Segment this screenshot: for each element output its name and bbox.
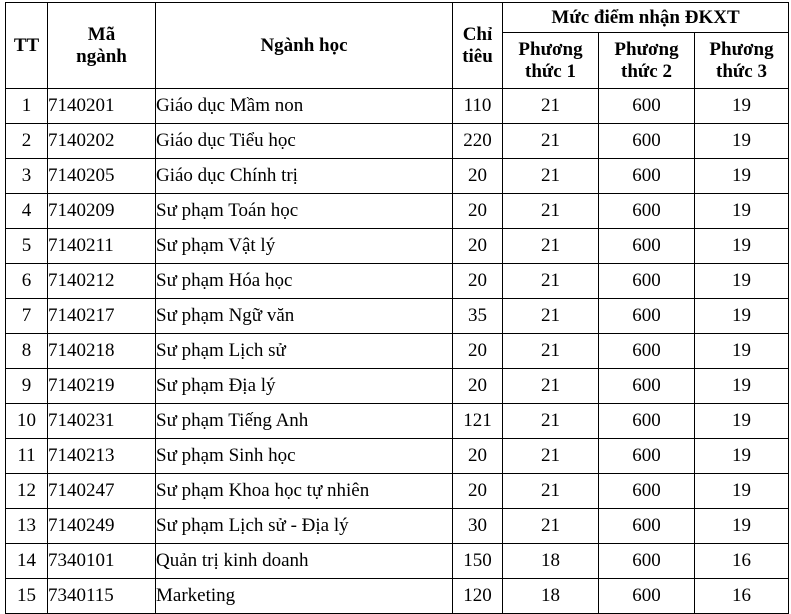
cell-method-3: 19 (695, 369, 789, 404)
header-major: Ngành học (156, 3, 453, 89)
cell-tt: 8 (6, 334, 48, 369)
cell-method-1: 21 (503, 194, 599, 229)
cell-major-name: Giáo dục Mầm non (156, 89, 453, 124)
cell-method-2: 600 (599, 579, 695, 614)
cell-method-2: 600 (599, 264, 695, 299)
cell-method-3: 19 (695, 404, 789, 439)
table-row (6, 579, 789, 614)
table-row (6, 159, 789, 194)
cell-major-name: Sư phạm Khoa học tự nhiên (156, 474, 453, 509)
cell-quota: 35 (453, 299, 503, 334)
cell-quota: 20 (453, 369, 503, 404)
cell-quota: 150 (453, 544, 503, 579)
header-method-2-line2: thức 2 (621, 60, 672, 82)
cell-tt: 2 (6, 124, 48, 159)
cell-major-code: 7140247 (48, 474, 156, 509)
cell-method-2: 600 (599, 404, 695, 439)
header-major-code-line1: Mã (87, 23, 116, 45)
cell-method-3: 19 (695, 439, 789, 474)
cell-method-3: 19 (695, 159, 789, 194)
cell-major-code: 7140209 (48, 194, 156, 229)
cell-method-1: 21 (503, 89, 599, 124)
cell-tt: 7 (6, 299, 48, 334)
header-method-3 (695, 33, 789, 89)
table-row (6, 369, 789, 404)
cell-method-2: 600 (599, 89, 695, 124)
cell-major-name: Sư phạm Sinh học (156, 439, 453, 474)
header-major-code-line2: ngành (76, 45, 127, 67)
cell-quota: 121 (453, 404, 503, 439)
cell-quota: 20 (453, 439, 503, 474)
cell-major-code: 7140202 (48, 124, 156, 159)
cell-major-code: 7140231 (48, 404, 156, 439)
header-method-1-line2: thức 1 (525, 60, 576, 82)
table-row (6, 439, 789, 474)
table-row (6, 299, 789, 334)
cell-method-2: 600 (599, 124, 695, 159)
cell-quota: 220 (453, 124, 503, 159)
cell-method-1: 21 (503, 299, 599, 334)
cell-method-2: 600 (599, 334, 695, 369)
cell-method-1: 21 (503, 124, 599, 159)
cell-method-1: 21 (503, 334, 599, 369)
table-row (6, 229, 789, 264)
header-score-group: Mức điểm nhận ĐKXT (503, 3, 789, 33)
table-row (6, 89, 789, 124)
cell-major-name: Sư phạm Lịch sử - Địa lý (156, 509, 453, 544)
table-row (6, 264, 789, 299)
header-method-3-line1: Phương (709, 38, 774, 60)
cell-method-1: 21 (503, 369, 599, 404)
cell-major-code: 7140201 (48, 89, 156, 124)
cell-major-name: Quản trị kinh doanh (156, 544, 453, 579)
cell-tt: 11 (6, 439, 48, 474)
table-row (6, 124, 789, 159)
admission-table (5, 2, 789, 614)
cell-quota: 20 (453, 194, 503, 229)
cell-quota: 20 (453, 159, 503, 194)
cell-quota: 30 (453, 509, 503, 544)
cell-method-3: 19 (695, 194, 789, 229)
table-row (6, 334, 789, 369)
cell-quota: 20 (453, 229, 503, 264)
cell-major-name: Sư phạm Ngữ văn (156, 299, 453, 334)
cell-major-name: Sư phạm Toán học (156, 194, 453, 229)
cell-tt: 9 (6, 369, 48, 404)
cell-method-2: 600 (599, 369, 695, 404)
cell-quota: 20 (453, 474, 503, 509)
cell-method-1: 21 (503, 159, 599, 194)
cell-major-name: Giáo dục Chính trị (156, 159, 453, 194)
cell-quota: 20 (453, 334, 503, 369)
cell-method-1: 18 (503, 544, 599, 579)
cell-major-code: 7140249 (48, 509, 156, 544)
cell-method-3: 19 (695, 264, 789, 299)
header-quota-line1: Chỉ (462, 23, 493, 45)
cell-tt: 14 (6, 544, 48, 579)
header-method-1-line1: Phương (518, 38, 583, 60)
cell-method-2: 600 (599, 439, 695, 474)
cell-method-1: 21 (503, 439, 599, 474)
cell-major-name: Sư phạm Địa lý (156, 369, 453, 404)
cell-method-3: 19 (695, 334, 789, 369)
header-method-1 (503, 33, 599, 89)
table-header (6, 3, 789, 89)
cell-major-code: 7140212 (48, 264, 156, 299)
cell-tt: 13 (6, 509, 48, 544)
cell-tt: 10 (6, 404, 48, 439)
header-quota-line2: tiêu (462, 45, 493, 67)
cell-tt: 4 (6, 194, 48, 229)
cell-major-code: 7140213 (48, 439, 156, 474)
cell-method-3: 19 (695, 124, 789, 159)
cell-method-3: 16 (695, 544, 789, 579)
table-row (6, 194, 789, 229)
cell-major-code: 7340115 (48, 579, 156, 614)
header-major-code (48, 3, 156, 89)
cell-method-3: 19 (695, 89, 789, 124)
table-row (6, 544, 789, 579)
cell-method-1: 21 (503, 509, 599, 544)
cell-major-name: Sư phạm Hóa học (156, 264, 453, 299)
cell-method-1: 18 (503, 579, 599, 614)
cell-method-3: 19 (695, 229, 789, 264)
cell-method-2: 600 (599, 299, 695, 334)
cell-major-code: 7140211 (48, 229, 156, 264)
cell-quota: 110 (453, 89, 503, 124)
cell-method-1: 21 (503, 474, 599, 509)
cell-method-2: 600 (599, 474, 695, 509)
cell-major-code: 7140217 (48, 299, 156, 334)
header-method-2-line1: Phương (614, 38, 679, 60)
cell-method-1: 21 (503, 404, 599, 439)
header-method-2 (599, 33, 695, 89)
cell-major-name: Giáo dục Tiểu học (156, 124, 453, 159)
cell-major-name: Sư phạm Vật lý (156, 229, 453, 264)
header-method-3-line2: thức 3 (716, 60, 767, 82)
header-tt: TT (6, 3, 48, 89)
table-row (6, 509, 789, 544)
cell-major-name: Marketing (156, 579, 453, 614)
cell-tt: 15 (6, 579, 48, 614)
cell-tt: 3 (6, 159, 48, 194)
cell-tt: 1 (6, 89, 48, 124)
header-quota (453, 3, 503, 89)
cell-method-3: 19 (695, 474, 789, 509)
cell-quota: 20 (453, 264, 503, 299)
cell-method-3: 19 (695, 299, 789, 334)
cell-major-name: Sư phạm Lịch sử (156, 334, 453, 369)
cell-tt: 12 (6, 474, 48, 509)
cell-major-code: 7340101 (48, 544, 156, 579)
cell-method-2: 600 (599, 159, 695, 194)
table-body (6, 89, 789, 614)
table-row (6, 404, 789, 439)
cell-tt: 5 (6, 229, 48, 264)
cell-major-code: 7140219 (48, 369, 156, 404)
cell-method-1: 21 (503, 264, 599, 299)
cell-method-2: 600 (599, 194, 695, 229)
cell-major-code: 7140205 (48, 159, 156, 194)
cell-major-name: Sư phạm Tiếng Anh (156, 404, 453, 439)
cell-major-code: 7140218 (48, 334, 156, 369)
cell-quota: 120 (453, 579, 503, 614)
cell-method-3: 16 (695, 579, 789, 614)
cell-method-2: 600 (599, 544, 695, 579)
cell-method-1: 21 (503, 229, 599, 264)
cell-method-2: 600 (599, 509, 695, 544)
cell-tt: 6 (6, 264, 48, 299)
cell-method-2: 600 (599, 229, 695, 264)
cell-method-3: 19 (695, 509, 789, 544)
table-row (6, 474, 789, 509)
